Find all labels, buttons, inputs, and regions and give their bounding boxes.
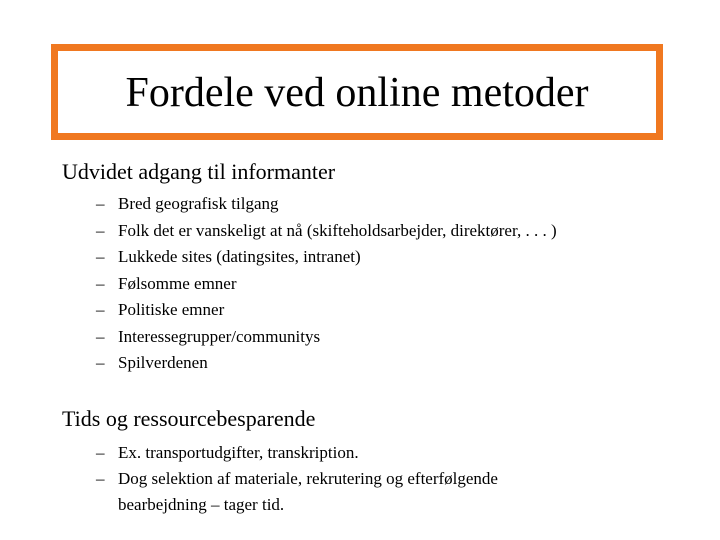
list-item-text: Folk det er vanskeligt at nå (skifteholdsarbejder, direktører, . . . ) <box>118 220 557 240</box>
list-item-text: Bred geografisk tilgang <box>118 194 279 213</box>
list-item-text: Lukkede sites (datingsites, intranet) <box>118 247 361 266</box>
dash-bullet: – <box>96 469 105 488</box>
dash-bullet: – <box>96 353 105 372</box>
list-item <box>96 440 588 466</box>
list-item <box>96 297 557 324</box>
dash-bullet: – <box>96 194 105 213</box>
dash-bullet: – <box>96 273 105 293</box>
list-item <box>96 244 557 271</box>
list-item <box>96 271 557 298</box>
list-item <box>96 466 588 518</box>
bullet-list-access <box>96 191 557 377</box>
dash-bullet: – <box>96 326 105 346</box>
list-item <box>96 191 557 218</box>
bullet-list-savings <box>96 440 696 518</box>
title-box <box>51 44 663 140</box>
dash-bullet: – <box>96 247 105 266</box>
list-item-text: Politiske emner <box>118 300 225 319</box>
list-item-text: Dog selektion af materiale, rekrutering og efterfølgende bearbejdning – tager tid. <box>118 469 498 514</box>
section-heading-access: Udvidet adgang til informanter <box>62 159 336 184</box>
list-item-text: Spilverdenen <box>118 353 208 372</box>
list-item-text: Ex. transportudgifter, transkription. <box>118 443 359 462</box>
list-item <box>96 350 557 377</box>
section-heading-savings: Tids og ressourcebesparende <box>62 406 316 431</box>
list-item <box>96 218 557 245</box>
list-item-text: Interessegrupper/communitys <box>118 326 321 346</box>
dash-bullet: – <box>96 300 105 319</box>
dash-bullet: – <box>96 443 105 462</box>
list-item <box>96 324 557 351</box>
list-item-text: Følsomme emner <box>118 273 237 293</box>
slide-title: Fordele ved online metoder <box>125 70 589 116</box>
dash-bullet: – <box>96 220 105 240</box>
